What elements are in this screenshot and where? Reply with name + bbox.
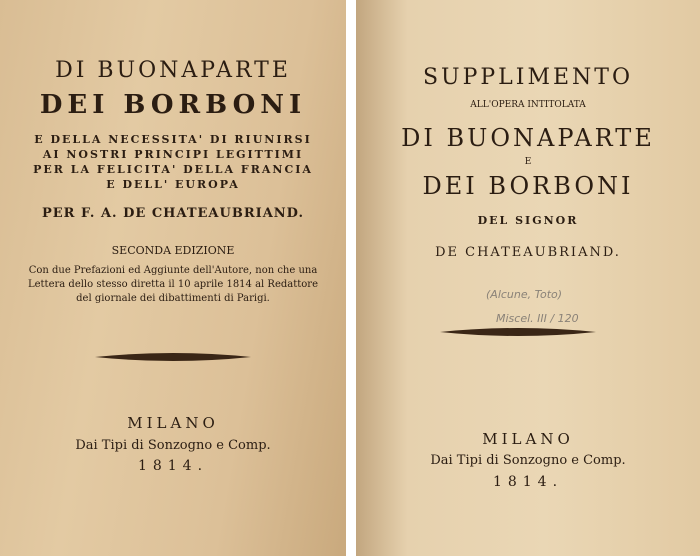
imprint-year: 1814. (137, 458, 209, 474)
author-line: PER F. A. DE CHATEAUBRIAND. (41, 206, 305, 221)
subtitle-line-4: E DELL' EUROPA (106, 178, 240, 191)
author-line: DE CHATEAUBRIAND. (435, 245, 621, 260)
left-title-page (0, 0, 346, 556)
imprint-printer: Dai Tipi di Sonzogno e Comp. (75, 438, 271, 453)
page-gap (346, 0, 356, 556)
ornament-rule (93, 350, 253, 364)
title-line-3: DI BUONAPARTE (401, 124, 655, 152)
title-line-2: ALL'OPERA INTITOLATA (470, 100, 586, 110)
subtitle-line-1: E DELLA NECESSITA' DI RIUNIRSI (34, 133, 312, 146)
title-line-6: DEL SIGNOR (477, 214, 579, 227)
title-line-5: DEI BORBONI (422, 172, 634, 200)
handwritten-note-1: (Alcune, Toto) (486, 288, 563, 301)
ornament-rule (438, 325, 598, 339)
title-line-4: E (524, 157, 532, 167)
imprint-printer: Dai Tipi di Sonzogno e Comp. (430, 453, 626, 468)
right-title-page (356, 0, 700, 556)
title-line-2: DEI BORBONI (39, 90, 307, 120)
imprint-year: 1814. (492, 474, 564, 490)
edition-line: SECONDA EDIZIONE (111, 244, 235, 257)
title-line-1: DI BUONAPARTE (55, 58, 291, 83)
title-line-1: SUPPLIMENTO (422, 65, 634, 90)
handwritten-note-2: Miscel. III / 120 (496, 312, 579, 325)
subtitle-line-2: AI NOSTRI PRINCIPI LEGITTIMI (42, 148, 304, 161)
subtitle-line-3: PER LA FELICITA' DELLA FRANCIA (33, 163, 313, 176)
imprint-city: MILANO (127, 414, 219, 432)
description-paragraph: Con due Prefazioni ed Aggiunte dell'Autore, non che una Lettera dello stesso diretta il 10 aprile 1814 al Redattore del giornale dei dibattimenti di Parigi. (27, 265, 318, 304)
imprint-city: MILANO (482, 430, 574, 448)
